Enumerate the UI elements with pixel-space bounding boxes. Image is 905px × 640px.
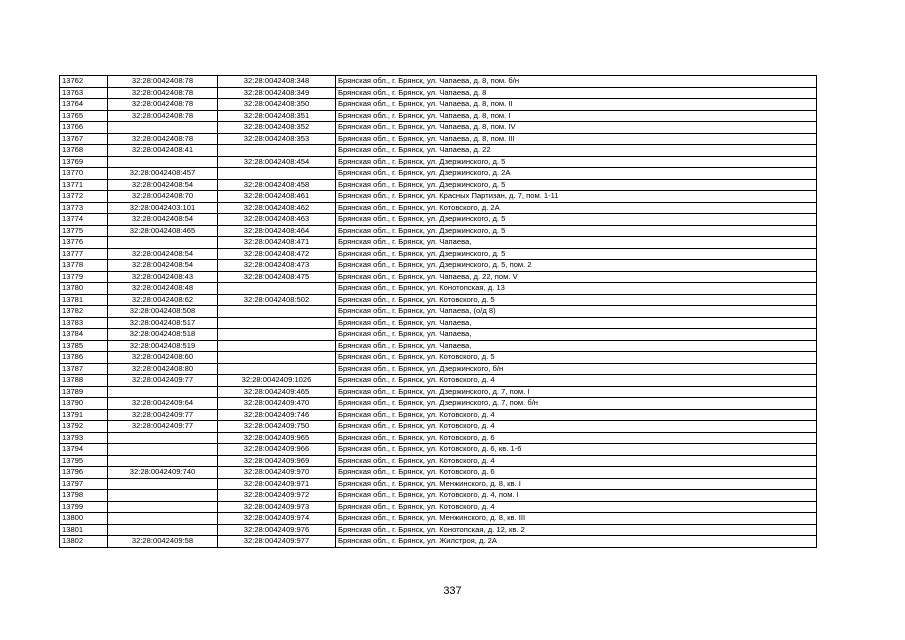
table-row	[60, 398, 817, 410]
address-cell: Брянская обл., г. Брянск, ул. Чапаева, д. 22	[336, 145, 817, 157]
address-cell: Брянская обл., г. Брянск, ул. Котовского, д. 4, пом. I	[336, 490, 817, 502]
registry-table	[59, 75, 817, 548]
address-cell: Брянская обл., г. Брянск, ул. Котовского, д. 4	[336, 375, 817, 387]
parent-cadastral-number-cell	[108, 386, 218, 398]
row-number-cell: 13780	[60, 283, 108, 295]
table-row	[60, 133, 817, 145]
parent-cadastral-number-cell: 32:28:0042408:78	[108, 99, 218, 111]
row-number-cell: 13799	[60, 501, 108, 513]
parent-cadastral-number-cell: 32:28:0042409:77	[108, 375, 218, 387]
row-number-cell: 13801	[60, 524, 108, 536]
parent-cadastral-number-cell: 32:28:0042408:80	[108, 363, 218, 375]
parent-cadastral-number-cell: 32:28:0042408:62	[108, 294, 218, 306]
address-cell: Брянская обл., г. Брянск, ул. Чапаева,	[336, 340, 817, 352]
table-row	[60, 179, 817, 191]
row-number-cell: 13787	[60, 363, 108, 375]
table-row	[60, 260, 817, 272]
cadastral-number-cell	[218, 317, 336, 329]
address-cell: Брянская обл., г. Брянск, ул. Менжинского, д. 8, кв. I	[336, 478, 817, 490]
address-cell: Брянская обл., г. Брянск, ул. Чапаева, д. 8, пом. б/н	[336, 76, 817, 88]
row-number-cell: 13775	[60, 225, 108, 237]
table-row	[60, 455, 817, 467]
row-number-cell: 13782	[60, 306, 108, 318]
cadastral-number-cell: 32:28:0042408:454	[218, 156, 336, 168]
cadastral-number-cell: 32:28:0042409:966	[218, 444, 336, 456]
address-cell: Брянская обл., г. Брянск, ул. Красных Партизан, д. 7, пом. 1-11	[336, 191, 817, 203]
table-row	[60, 202, 817, 214]
cadastral-number-cell	[218, 340, 336, 352]
row-number-cell: 13797	[60, 478, 108, 490]
cadastral-number-cell: 32:28:0042409:746	[218, 409, 336, 421]
parent-cadastral-number-cell: 32:28:0042408:78	[108, 133, 218, 145]
address-cell: Брянская обл., г. Брянск, ул. Чапаева,	[336, 237, 817, 249]
table-row	[60, 237, 817, 249]
address-cell: Брянская обл., г. Брянск, ул. Дзержинского, д. 5	[336, 179, 817, 191]
table-row	[60, 76, 817, 88]
row-number-cell: 13762	[60, 76, 108, 88]
row-number-cell: 13769	[60, 156, 108, 168]
parent-cadastral-number-cell: 32:28:0042409:77	[108, 409, 218, 421]
address-cell: Брянская обл., г. Брянск, ул. Дзержинского, д. 7, пом. I	[336, 386, 817, 398]
cadastral-number-cell: 32:28:0042409:973	[218, 501, 336, 513]
table-row	[60, 478, 817, 490]
parent-cadastral-number-cell: 32:28:0042409:740	[108, 467, 218, 479]
parent-cadastral-number-cell: 32:28:0042408:54	[108, 214, 218, 226]
row-number-cell: 13802	[60, 536, 108, 548]
parent-cadastral-number-cell	[108, 501, 218, 513]
parent-cadastral-number-cell: 32:28:0042408:41	[108, 145, 218, 157]
cadastral-number-cell: 32:28:0042409:465	[218, 386, 336, 398]
table-row	[60, 490, 817, 502]
parent-cadastral-number-cell	[108, 513, 218, 525]
table-row	[60, 248, 817, 260]
table-row	[60, 375, 817, 387]
address-cell: Брянская обл., г. Брянск, ул. Чапаева,	[336, 317, 817, 329]
row-number-cell: 13783	[60, 317, 108, 329]
parent-cadastral-number-cell	[108, 478, 218, 490]
cadastral-number-cell: 32:28:0042408:351	[218, 110, 336, 122]
table-row	[60, 432, 817, 444]
parent-cadastral-number-cell: 32:28:0042408:48	[108, 283, 218, 295]
cadastral-number-cell	[218, 168, 336, 180]
parent-cadastral-number-cell	[108, 490, 218, 502]
table-row	[60, 122, 817, 134]
row-number-cell: 13794	[60, 444, 108, 456]
cadastral-number-cell: 32:28:0042409:750	[218, 421, 336, 433]
table-row	[60, 513, 817, 525]
cadastral-number-cell: 32:28:0042408:350	[218, 99, 336, 111]
parent-cadastral-number-cell	[108, 432, 218, 444]
address-cell: Брянская обл., г. Брянск, ул. Дзержинского, д. 5	[336, 156, 817, 168]
address-cell: Брянская обл., г. Брянск, ул. Чапаева, д. 8, пом. IV	[336, 122, 817, 134]
address-cell: Брянская обл., г. Брянск, ул. Дзержинского, д. 7, пом. б/н	[336, 398, 817, 410]
table-row	[60, 214, 817, 226]
row-number-cell: 13790	[60, 398, 108, 410]
address-cell: Брянская обл., г. Брянск, ул. Дзержинского, б/н	[336, 363, 817, 375]
parent-cadastral-number-cell	[108, 237, 218, 249]
address-cell: Брянская обл., г. Брянск, ул. Чапаева, д. 8, пом. III	[336, 133, 817, 145]
address-cell: Брянская обл., г. Брянск, ул. Чапаева, д. 22, пом. V	[336, 271, 817, 283]
cadastral-number-cell	[218, 283, 336, 295]
parent-cadastral-number-cell: 32:28:0042408:70	[108, 191, 218, 203]
address-cell: Брянская обл., г. Брянск, ул. Котовского, д. 6	[336, 432, 817, 444]
row-number-cell: 13768	[60, 145, 108, 157]
table-row	[60, 225, 817, 237]
row-number-cell: 13800	[60, 513, 108, 525]
cadastral-number-cell: 32:28:0042408:472	[218, 248, 336, 260]
table-row	[60, 444, 817, 456]
cadastral-number-cell: 32:28:0042408:471	[218, 237, 336, 249]
parent-cadastral-number-cell: 32:28:0042408:457	[108, 168, 218, 180]
cadastral-number-cell: 32:28:0042408:353	[218, 133, 336, 145]
parent-cadastral-number-cell	[108, 122, 218, 134]
row-number-cell: 13764	[60, 99, 108, 111]
cadastral-number-cell	[218, 352, 336, 364]
row-number-cell: 13781	[60, 294, 108, 306]
table-row	[60, 87, 817, 99]
cadastral-number-cell	[218, 329, 336, 341]
address-cell: Брянская обл., г. Брянск, ул. Котовского, д. 5	[336, 352, 817, 364]
cadastral-number-cell: 32:28:0042409:974	[218, 513, 336, 525]
address-cell: Брянская обл., г. Брянск, ул. Жилстроя, д. 2А	[336, 536, 817, 548]
row-number-cell: 13795	[60, 455, 108, 467]
row-number-cell: 13774	[60, 214, 108, 226]
address-cell: Брянская обл., г. Брянск, ул. Конотопская, д. 12, кв. 2	[336, 524, 817, 536]
parent-cadastral-number-cell: 32:28:0042409:58	[108, 536, 218, 548]
row-number-cell: 13772	[60, 191, 108, 203]
address-cell: Брянская обл., г. Брянск, ул. Котовского, д. 4	[336, 421, 817, 433]
table-row	[60, 352, 817, 364]
page-number: 337	[443, 585, 462, 597]
cadastral-number-cell: 32:28:0042408:349	[218, 87, 336, 99]
address-cell: Брянская обл., г. Брянск, ул. Дзержинского, д. 5	[336, 225, 817, 237]
table-row	[60, 271, 817, 283]
table-row	[60, 501, 817, 513]
row-number-cell: 13765	[60, 110, 108, 122]
cadastral-number-cell: 32:28:0042409:969	[218, 455, 336, 467]
table-row	[60, 306, 817, 318]
cadastral-number-cell: 32:28:0042408:502	[218, 294, 336, 306]
address-cell: Брянская обл., г. Брянск, ул. Дзержинского, д. 2А	[336, 168, 817, 180]
row-number-cell: 13767	[60, 133, 108, 145]
table-row	[60, 317, 817, 329]
parent-cadastral-number-cell: 32:28:0042408:54	[108, 260, 218, 272]
parent-cadastral-number-cell: 32:28:0042409:77	[108, 421, 218, 433]
cadastral-number-cell: 32:28:0042408:473	[218, 260, 336, 272]
cadastral-number-cell: 32:28:0042408:461	[218, 191, 336, 203]
row-number-cell: 13777	[60, 248, 108, 260]
row-number-cell: 13785	[60, 340, 108, 352]
row-number-cell: 13788	[60, 375, 108, 387]
row-number-cell: 13791	[60, 409, 108, 421]
row-number-cell: 13773	[60, 202, 108, 214]
table-row	[60, 110, 817, 122]
address-cell: Брянская обл., г. Брянск, ул. Дзержинского, д. 5	[336, 214, 817, 226]
cadastral-number-cell: 32:28:0042409:965	[218, 432, 336, 444]
table-row	[60, 386, 817, 398]
parent-cadastral-number-cell	[108, 455, 218, 467]
table-row	[60, 99, 817, 111]
table-row	[60, 363, 817, 375]
parent-cadastral-number-cell: 32:28:0042408:43	[108, 271, 218, 283]
table-row	[60, 329, 817, 341]
row-number-cell: 13784	[60, 329, 108, 341]
parent-cadastral-number-cell: 32:28:0042409:64	[108, 398, 218, 410]
address-cell: Брянская обл., г. Брянск, ул. Котовского, д. 4	[336, 455, 817, 467]
cadastral-number-cell: 32:28:0042408:462	[218, 202, 336, 214]
row-number-cell: 13779	[60, 271, 108, 283]
table-row	[60, 536, 817, 548]
registry-table-body	[60, 76, 817, 548]
cadastral-number-cell: 32:28:0042409:971	[218, 478, 336, 490]
row-number-cell: 13789	[60, 386, 108, 398]
cadastral-number-cell: 32:28:0042408:463	[218, 214, 336, 226]
cadastral-number-cell	[218, 145, 336, 157]
address-cell: Брянская обл., г. Брянск, ул. Котовского, д. 4	[336, 501, 817, 513]
address-cell: Брянская обл., г. Брянск, ул. Котовского, д. 6	[336, 467, 817, 479]
row-number-cell: 13798	[60, 490, 108, 502]
parent-cadastral-number-cell: 32:28:0042403:101	[108, 202, 218, 214]
table-row	[60, 283, 817, 295]
cadastral-number-cell	[218, 306, 336, 318]
table-row	[60, 145, 817, 157]
parent-cadastral-number-cell: 32:28:0042408:518	[108, 329, 218, 341]
parent-cadastral-number-cell: 32:28:0042408:78	[108, 110, 218, 122]
parent-cadastral-number-cell: 32:28:0042408:54	[108, 248, 218, 260]
address-cell: Брянская обл., г. Брянск, ул. Дзержинского, д. 5, пом. 2	[336, 260, 817, 272]
row-number-cell: 13778	[60, 260, 108, 272]
address-cell: Брянская обл., г. Брянск, ул. Чапаева, (о/д 8)	[336, 306, 817, 318]
table-row	[60, 467, 817, 479]
row-number-cell: 13792	[60, 421, 108, 433]
row-number-cell: 13763	[60, 87, 108, 99]
parent-cadastral-number-cell	[108, 156, 218, 168]
parent-cadastral-number-cell: 32:28:0042408:519	[108, 340, 218, 352]
table-row	[60, 168, 817, 180]
table-row	[60, 294, 817, 306]
address-cell: Брянская обл., г. Брянск, ул. Котовского, д. 2А	[336, 202, 817, 214]
row-number-cell: 13796	[60, 467, 108, 479]
cadastral-number-cell	[218, 363, 336, 375]
cadastral-number-cell: 32:28:0042409:1026	[218, 375, 336, 387]
table-row	[60, 524, 817, 536]
address-cell: Брянская обл., г. Брянск, ул. Чапаева,	[336, 329, 817, 341]
row-number-cell: 13770	[60, 168, 108, 180]
row-number-cell: 13793	[60, 432, 108, 444]
address-cell: Брянская обл., г. Брянск, ул. Чапаева, д. 8	[336, 87, 817, 99]
parent-cadastral-number-cell: 32:28:0042408:54	[108, 179, 218, 191]
row-number-cell: 13771	[60, 179, 108, 191]
address-cell: Брянская обл., г. Брянск, ул. Котовского, д. 6, кв. 1-6	[336, 444, 817, 456]
row-number-cell: 13786	[60, 352, 108, 364]
parent-cadastral-number-cell	[108, 524, 218, 536]
cadastral-number-cell: 32:28:0042408:475	[218, 271, 336, 283]
table-row	[60, 156, 817, 168]
row-number-cell: 13766	[60, 122, 108, 134]
table-row	[60, 191, 817, 203]
cadastral-number-cell: 32:28:0042408:352	[218, 122, 336, 134]
parent-cadastral-number-cell: 32:28:0042408:517	[108, 317, 218, 329]
address-cell: Брянская обл., г. Брянск, ул. Конотопская, д. 13	[336, 283, 817, 295]
address-cell: Брянская обл., г. Брянск, ул. Дзержинского, д. 5	[336, 248, 817, 260]
table-row	[60, 409, 817, 421]
parent-cadastral-number-cell: 32:28:0042408:78	[108, 87, 218, 99]
parent-cadastral-number-cell: 32:28:0042408:465	[108, 225, 218, 237]
address-cell: Брянская обл., г. Брянск, ул. Котовского, д. 5	[336, 294, 817, 306]
parent-cadastral-number-cell: 32:28:0042408:508	[108, 306, 218, 318]
cadastral-number-cell: 32:28:0042409:972	[218, 490, 336, 502]
cadastral-number-cell: 32:28:0042408:464	[218, 225, 336, 237]
table-row	[60, 421, 817, 433]
parent-cadastral-number-cell: 32:28:0042408:60	[108, 352, 218, 364]
cadastral-number-cell: 32:28:0042408:458	[218, 179, 336, 191]
table-row	[60, 340, 817, 352]
cadastral-number-cell: 32:28:0042409:970	[218, 467, 336, 479]
cadastral-number-cell: 32:28:0042409:976	[218, 524, 336, 536]
cadastral-number-cell: 32:28:0042409:470	[218, 398, 336, 410]
parent-cadastral-number-cell	[108, 444, 218, 456]
parent-cadastral-number-cell: 32:28:0042408:78	[108, 76, 218, 88]
address-cell: Брянская обл., г. Брянск, ул. Менжинского, д. 8, кв. III	[336, 513, 817, 525]
cadastral-number-cell: 32:28:0042409:977	[218, 536, 336, 548]
address-cell: Брянская обл., г. Брянск, ул. Котовского, д. 4	[336, 409, 817, 421]
address-cell: Брянская обл., г. Брянск, ул. Чапаева, д. 8, пом. II	[336, 99, 817, 111]
row-number-cell: 13776	[60, 237, 108, 249]
address-cell: Брянская обл., г. Брянск, ул. Чапаева, д. 8, пом. I	[336, 110, 817, 122]
cadastral-number-cell: 32:28:0042408:348	[218, 76, 336, 88]
